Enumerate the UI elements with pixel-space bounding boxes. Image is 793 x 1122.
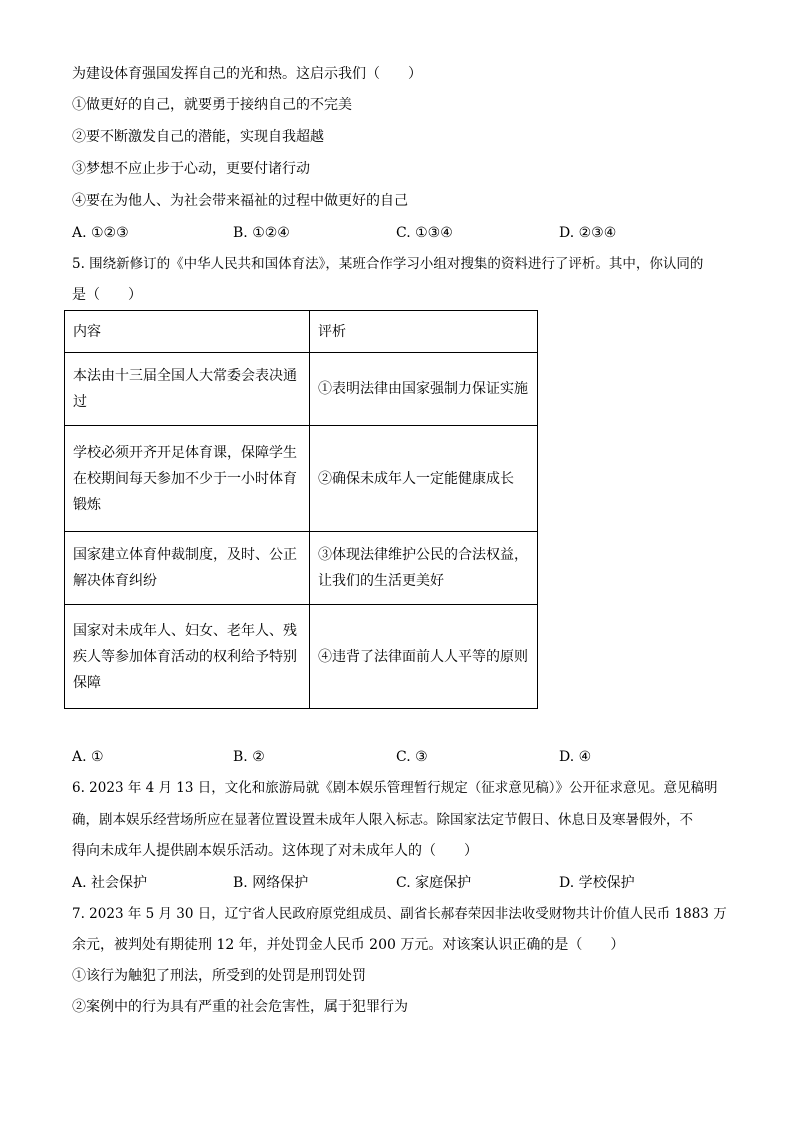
q4-option-a: A. ①②③: [72, 225, 129, 241]
q5-option-c: C. ③: [396, 749, 428, 765]
q6-line-1: 6. 2023 年 4 月 13 日，文化和旅游局就《剧本娱乐管理暂行规定（征求意见稿）》公开征求意见。意见稿明: [72, 780, 718, 796]
table-header-analysis: 评析: [310, 311, 538, 353]
q4-statement-3: ③梦想不应止步于心动，更要付诸行动: [72, 161, 310, 177]
table-cell-analysis: ②确保未成年人一定能健康成长: [310, 426, 538, 532]
q6-line-3: 得向未成年人提供剧本娱乐活动。这体现了对未成年人的（ ）: [72, 843, 478, 859]
q7-statement-1: ①该行为触犯了刑法，所受到的处罚是刑罚处罚: [72, 968, 366, 984]
q4-option-c: C. ①③④: [396, 225, 453, 241]
table-cell-analysis: ①表明法律由国家强制力保证实施: [310, 353, 538, 426]
q6-line-2: 确，剧本娱乐经营场所应在显著位置设置未成年人限入标志。除国家法定节假日、休息日及寒暑假外，不: [72, 812, 693, 828]
q5-option-b: B. ②: [233, 749, 265, 765]
q4-statement-2: ②要不断激发自己的潜能，实现自我超越: [72, 129, 324, 145]
q5-analysis-table: [64, 310, 538, 709]
q5-stem-line-2: 是（ ）: [72, 287, 142, 303]
q4-statement-1: ①做更好的自己，就要勇于接纳自己的不完美: [72, 97, 352, 113]
q4-stem-tail: 为建设体育强国发挥自己的光和热。这启示我们（ ）: [72, 66, 422, 82]
table-row: [65, 426, 538, 532]
table-row: [65, 353, 538, 426]
table-header-row: [65, 311, 538, 353]
q5-option-d: D. ④: [559, 749, 592, 765]
q7-line-1: 7. 2023 年 5 月 30 日，辽宁省人民政府原党组成员、副省长郝春荣因非法收受财物共计价值人民币 1883 万: [72, 906, 727, 922]
q5-option-a: A. ①: [72, 749, 104, 765]
q4-option-d: D. ②③④: [559, 225, 617, 241]
table-header-content: 内容: [65, 311, 310, 353]
q4-option-b: B. ①②④: [233, 225, 290, 241]
table-cell-analysis: ④违背了法律面前人人平等的原则: [310, 605, 538, 709]
table-cell-analysis: ③体现法律维护公民的合法权益，让我们的生活更美好: [310, 532, 538, 605]
table-cell-content: 学校必须开齐开足体育课，保障学生在校期间每天参加不少于一小时体育锻炼: [65, 426, 310, 532]
table-cell-content: 国家建立体育仲裁制度，及时、公正解决体育纠纷: [65, 532, 310, 605]
q7-statement-2: ②案例中的行为具有严重的社会危害性，属于犯罪行为: [72, 999, 408, 1015]
q7-line-2: 余元，被判处有期徒刑 12 年，并处罚金人民币 200 万元。对该案认识正确的是（ ）: [72, 937, 625, 953]
table-row: [65, 605, 538, 709]
q4-statement-4: ④要在为他人、为社会带来福祉的过程中做更好的自己: [72, 193, 408, 209]
table-cell-content: 本法由十三届全国人大常委会表决通过: [65, 353, 310, 426]
table-row: [65, 532, 538, 605]
table-cell-content: 国家对未成年人、妇女、老年人、残疾人等参加体育活动的权利给予特别保障: [65, 605, 310, 709]
q6-option-d: D. 学校保护: [559, 875, 635, 891]
q6-option-c: C. 家庭保护: [396, 875, 472, 891]
q6-option-b: B. 网络保护: [233, 875, 309, 891]
q6-option-a: A. 社会保护: [72, 875, 148, 891]
q5-stem-line-1: 5. 围绕新修订的《中华人民共和国体育法》，某班合作学习小组对搜集的资料进行了评析。其中，你认同的: [72, 256, 704, 272]
